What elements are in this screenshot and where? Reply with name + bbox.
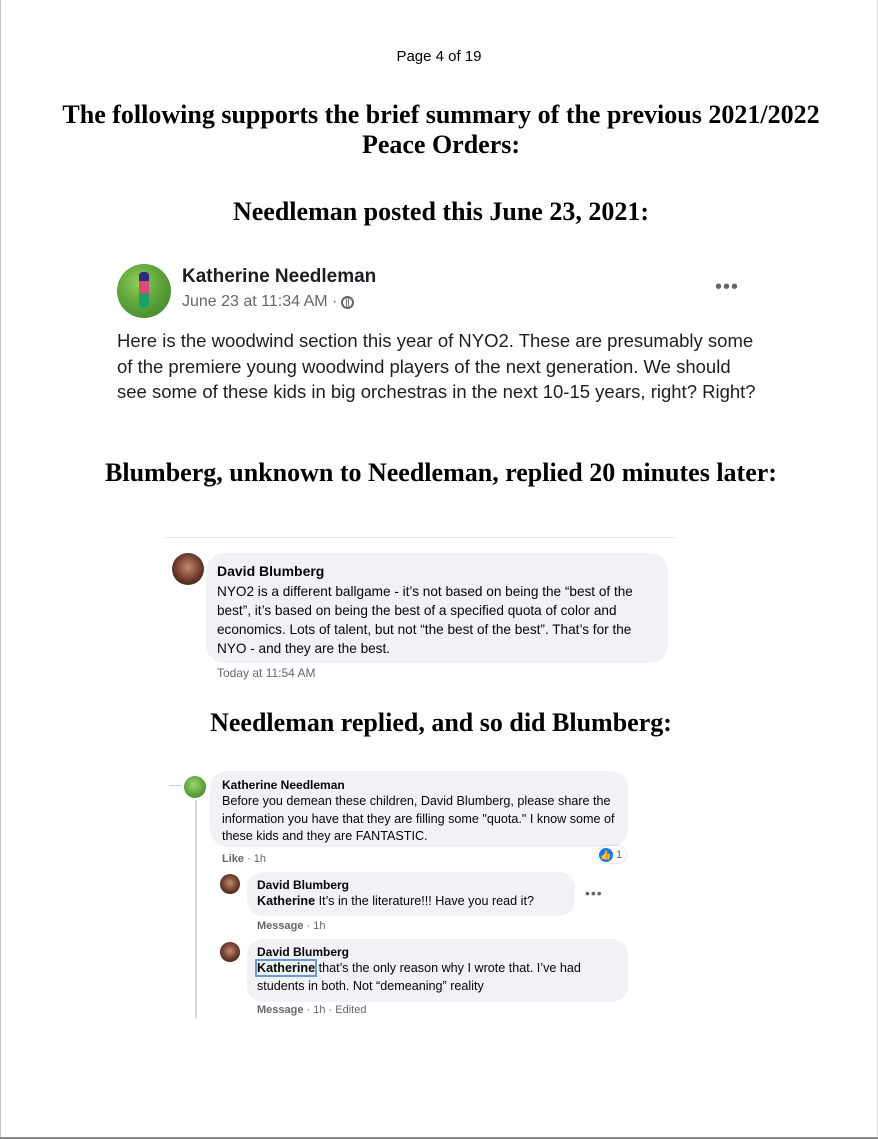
avatar[interactable] (220, 874, 240, 894)
post-author-name[interactable]: Katherine Needleman (182, 266, 377, 287)
summary-heading: The following supports the brief summary of the previous 2021/2022 Peace Orders: (62, 100, 820, 159)
more-options-icon[interactable]: ••• (585, 885, 603, 901)
comment-timestamp[interactable]: Today at 11:54 AM (217, 666, 316, 680)
mention-link[interactable]: Katherine (257, 894, 316, 908)
post-text: Here is the woodwind section this year of NYO2. These are presumably some of the premiere young woodwind players of the next generation. We should see some of these kids in big orchestras in the next 10-15 years, right? Right? (117, 330, 756, 402)
post-timestamp[interactable]: June 23 at 11:34 AM · (182, 293, 338, 310)
avatar[interactable] (172, 553, 204, 585)
thread-heading: Needleman replied, and so did Blumberg: (210, 708, 672, 737)
thread-line (195, 800, 197, 1018)
avatar[interactable] (220, 942, 240, 962)
avatar[interactable] (117, 264, 171, 318)
reply-author-name[interactable]: David Blumberg (257, 878, 350, 892)
comment-bubble (206, 553, 668, 663)
reply-bubble (247, 939, 628, 1002)
comment-text: NYO2 is a different ballgame - it’s not based on being the “best of the best”, it’s based on being the best of a specified quota of color and economics. Lots of talent, but not “the best of the best”. That’s for the NYO - and they are the best. (217, 584, 633, 656)
comment-author-name[interactable]: Katherine Needleman (222, 778, 345, 792)
message-button[interactable]: Message (257, 1004, 304, 1016)
more-options-icon[interactable]: ••• (715, 276, 740, 298)
reaction-count[interactable] (598, 846, 626, 863)
reaction-count-value: 1 (616, 848, 623, 861)
reply-text (257, 960, 617, 995)
mention-link[interactable]: Katherine (257, 961, 316, 975)
comment-text: Before you demean these children, David Blumberg, please share the information you have that they are filling some "quota." I know some of these kids and they are FANTASTIC. (222, 794, 615, 843)
divider (165, 537, 675, 538)
like-button[interactable]: Like (222, 853, 245, 865)
reply-author-name[interactable]: David Blumberg (257, 945, 350, 959)
comment-author-name[interactable]: David Blumberg (217, 563, 325, 579)
reply-age: · 1h (303, 920, 326, 932)
comment-actions (222, 853, 266, 865)
post-meta (182, 293, 354, 311)
avatar[interactable] (184, 776, 206, 798)
message-button[interactable]: Message (257, 920, 304, 932)
reply-bubble (247, 872, 575, 916)
reply-actions (257, 1004, 366, 1016)
globe-icon (341, 296, 354, 309)
page-number: Page 4 of 19 (396, 48, 482, 65)
thread-connector (169, 785, 181, 786)
posted-heading: Needleman posted this June 23, 2021: (232, 197, 649, 226)
reply-text-body: It’s in the literature!!! Have you read it? (315, 894, 534, 908)
like-icon: 👍 (600, 849, 612, 860)
page-edge-left (0, 0, 1, 1139)
reply-actions (257, 920, 326, 932)
replied-heading: Blumberg, unknown to Needleman, replied 20 minutes later: (105, 458, 777, 487)
comment-age: · 1h (244, 853, 267, 865)
comment-bubble (210, 771, 628, 847)
reply-text-body: that’s the only reason why I wrote that. I’ve had students in both. Not “demeaning” reality (257, 961, 581, 993)
reply-text (257, 893, 534, 911)
reply-age: · 1h · Edited (303, 1004, 367, 1016)
